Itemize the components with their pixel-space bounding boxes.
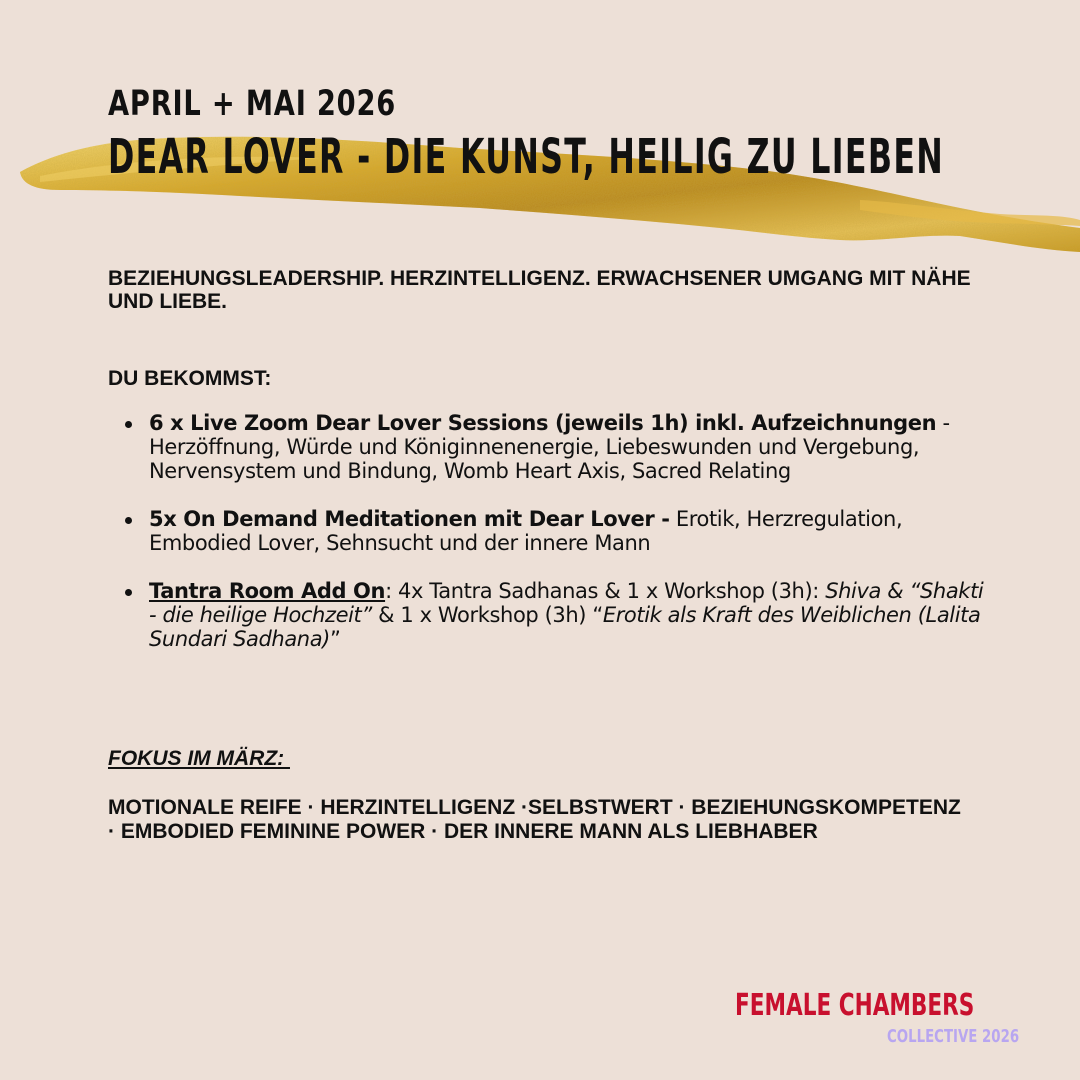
list-item xyxy=(149,507,989,555)
benefit-text: ” xyxy=(329,627,341,651)
benefits-list xyxy=(149,411,989,675)
list-item xyxy=(149,579,989,651)
brand-name: FEMALE CHAMBERS xyxy=(735,988,975,1023)
benefit-title: Tantra Room Add On xyxy=(149,579,386,603)
benefit-italic-text: Shiva & “Shakti - die heilige Hochzeit” xyxy=(149,579,984,627)
benefit-text: Erotik, Herzregulation, Embodied Lover, Sehnsucht und der innere Mann xyxy=(149,507,903,555)
benefit-italic-text: Erotik als Kraft des Weiblichen (Lalita Sundari Sadhana) xyxy=(149,603,981,651)
page-title: DEAR LOVER - DIE KUNST, HEILIG ZU LIEBEN xyxy=(108,129,945,185)
benefits-label: DU BEKOMMST: xyxy=(108,367,272,390)
benefit-text: & 1 x Workshop (3h) “ xyxy=(371,603,603,627)
benefit-text: : 4x Tantra Sadhanas & 1 x Workshop (3h): xyxy=(385,579,826,603)
benefit-title: 5x On Demand Meditationen mit Dear Lover - xyxy=(149,507,670,531)
brand-subtitle: COLLECTIVE 2026 xyxy=(887,1026,1020,1047)
benefit-text: - Herzöffnung, Würde und Königinnenenergie, Liebeswunden und Vergebung, Nervensystem und Bindung, Womb Heart Axis, Sacred Relating xyxy=(149,411,950,483)
benefit-title: 6 x Live Zoom Dear Lover Sessions (jeweils 1h) inkl. Aufzeichnungen xyxy=(149,411,937,435)
focus-heading: FOKUS IM MÄRZ: xyxy=(108,747,290,770)
focus-text: MOTIONALE REIFE · HERZINTELLIGENZ ·SELBSTWERT · BEZIEHUNGSKOMPETENZ · EMBODIED FEMININE POWER · DER INNERE MANN ALS LIEBHABER xyxy=(108,796,961,843)
date-kicker: APRIL + MAI 2026 xyxy=(108,84,397,124)
subtitle: BEZIEHUNGSLEADERSHIP. HERZINTELLIGENZ. ERWACHSENER UMGANG MIT NÄHE UND LIEBE. xyxy=(108,267,971,313)
list-item xyxy=(149,411,989,483)
